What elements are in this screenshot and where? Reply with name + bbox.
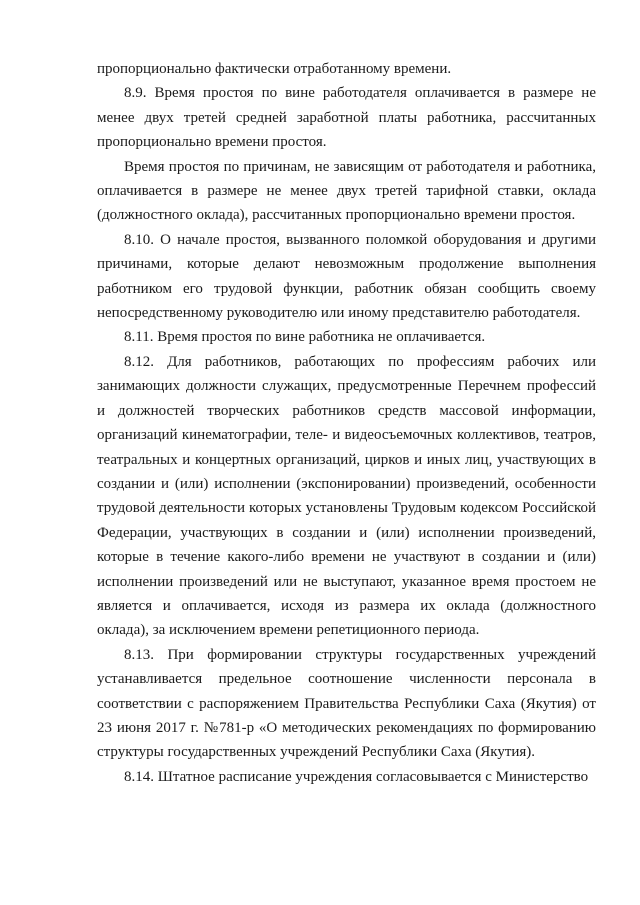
paragraph-8-14: 8.14. Штатное расписание учреждения согласовывается с Министерство — [124, 768, 589, 785]
paragraph-8-12: 8.12. Для работников, работающих по профессиям рабочих или занимающих должности служащих, предусмотренные Перечнем профессий и должностей творческих работников средств массовой информации, организаций кинематографии, теле- и видеосъемочных коллективов, театров, театральных и концертных организаций, цирков и иных лиц, участвующих в создании и (или) исполнении (экспонировании) произведений, особенности трудовой деятельности которых установлены Трудовым кодексом Российской Федерации, участвующих в создании и (или) исполнении произведений, которые в течение какого-либо времени не участвуют в создании и (или) исполнении произведений или не выступают, указанное время простоем не является и оплачивается, исходя из размера их оклада (должностного оклада), за исключением времени репетиционного периода. — [97, 353, 596, 639]
paragraph-8-9: 8.9. Время простоя по вине работодателя оплачивается в размере не менее двух третей средней заработной платы работника, рассчитанных пропорционально времени простоя. — [97, 85, 596, 151]
paragraph-8-9-cont: Время простоя по причинам, не зависящим от работодателя и работника, оплачивается в размере не менее двух третей тарифной ставки, оклада (должностного оклада), рассчитанных пропорционально времени простоя. — [97, 158, 596, 224]
paragraph-8-13: 8.13. При формировании структуры государственных учреждений устанавливается предельное соотношение численности персонала в соответствии с распоряжением Правительства Республики Саха (Якутия) от 23 июня 2017 г. №781-р «О методических рекомендациях по формированию структуры государственных учреждений Республики Саха (Якутия). — [97, 646, 596, 761]
paragraph-8-11: 8.11. Время простоя по вине работника не оплачивается. — [124, 329, 486, 346]
document-body — [97, 57, 596, 789]
paragraph-8-10: 8.10. О начале простоя, вызванного поломкой оборудования и другими причинами, которые делают невозможным продолжение выполнения работником его трудовой функции, работник обязан сообщить своему непосредственному руководителю или иному представителю работодателя. — [97, 231, 596, 322]
paragraph-continuation: пропорционально фактически отработанному времени. — [97, 61, 452, 77]
